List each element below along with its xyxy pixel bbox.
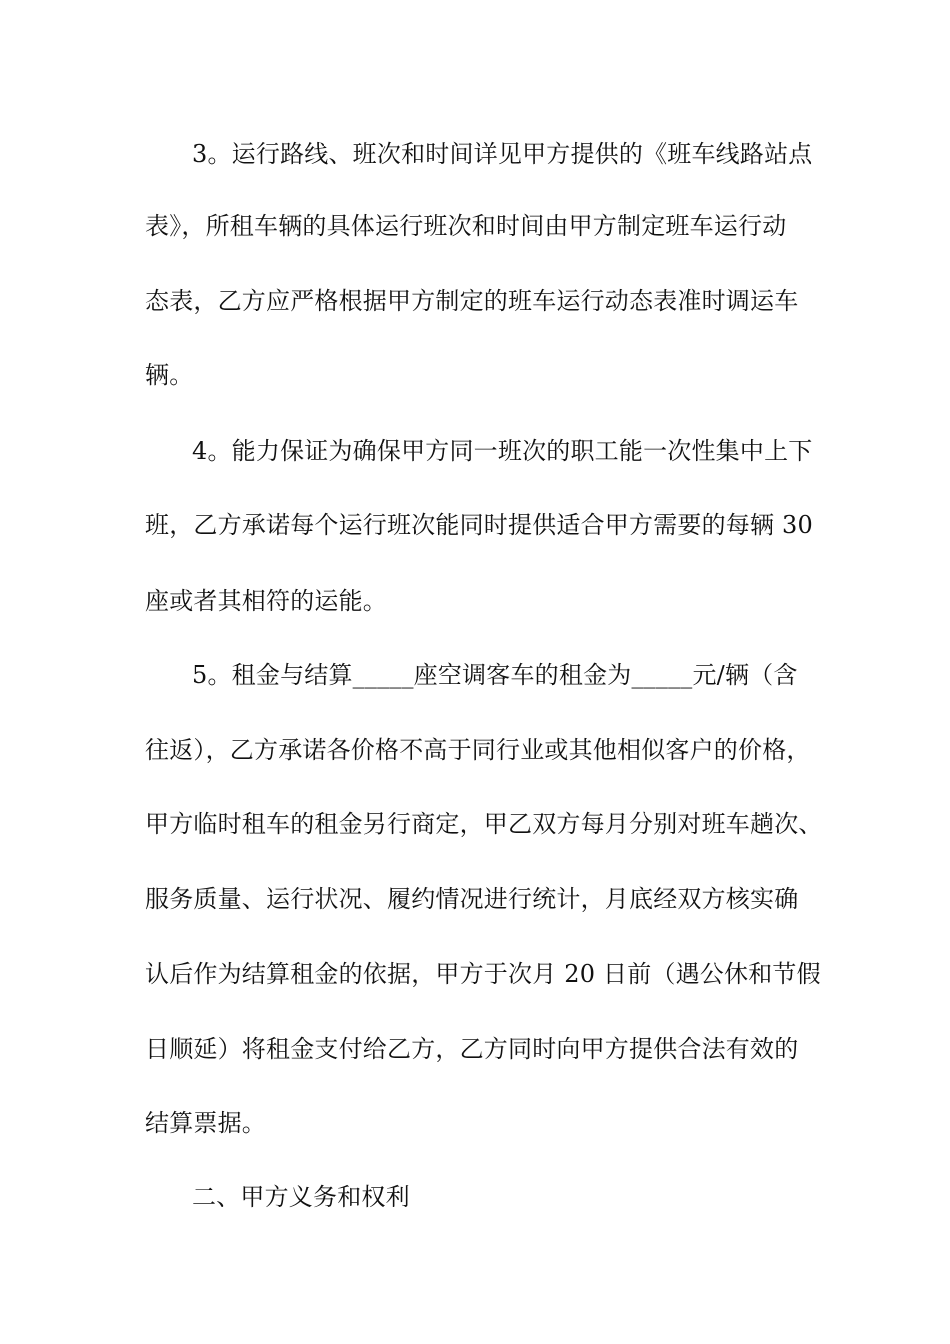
paragraph-3-line-1: 3。运行路线、班次和时间详见甲方提供的《班车线路站点	[192, 140, 813, 168]
paragraph-5-line-1: 5。租金与结算_____座空调客车的租金为_____元/辆（含	[192, 661, 798, 689]
paragraph-5-line-7: 结算票据。	[145, 1109, 266, 1137]
paragraph-5-line-5: 认后作为结算租金的依据，甲方于次月 20 日前（遇公休和节假	[145, 960, 821, 988]
paragraph-5-line-2: 往返），乙方承诺各价格不高于同行业或其他相似客户的价格，	[145, 736, 811, 764]
paragraph-3-line-3: 态表，乙方应严格根据甲方制定的班车运行动态表准时调运车	[145, 287, 799, 315]
paragraph-4-line-2: 班，乙方承诺每个运行班次能同时提供适合甲方需要的每辆 30	[145, 511, 813, 539]
paragraph-4-line-3: 座或者其相符的运能。	[145, 587, 387, 615]
paragraph-4-line-1: 4。能力保证为确保甲方同一班次的职工能一次性集中上下	[192, 437, 813, 465]
paragraph-5-line-4: 服务质量、运行状况、履约情况进行统计，月底经双方核实确	[145, 885, 799, 913]
paragraph-3-line-4: 辆。	[145, 361, 194, 389]
paragraph-5-line-3: 甲方临时租车的租金另行商定，甲乙双方每月分别对班车趟次、	[145, 810, 823, 838]
paragraph-5-line-6: 日顺延）将租金支付给乙方，乙方同时向甲方提供合法有效的	[145, 1035, 799, 1063]
paragraph-3-line-2: 表》，所租车辆的具体运行班次和时间由甲方制定班车运行动	[145, 212, 787, 240]
section-heading: 二、甲方义务和权利	[192, 1183, 410, 1211]
